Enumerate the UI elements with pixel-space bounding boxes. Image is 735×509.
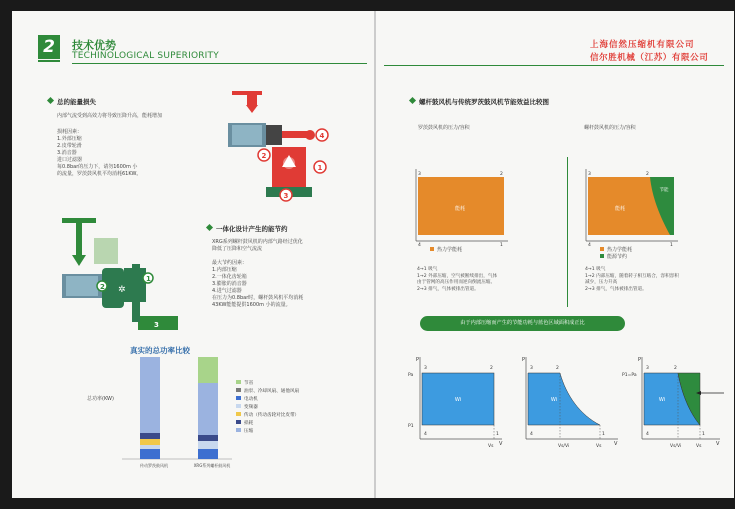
energy-loss-note: 每0.8bar的压力下，请勿1600m 小	[57, 164, 138, 170]
factor-item: 进口过滤器	[57, 157, 83, 163]
screw-notes: 4→1 吸气 1→2 内部压缩，随着转子相互啮合，容积容积 减少，压力升高 2→3 排气，气体被排出管道。	[585, 267, 679, 292]
page-title-cn: 技术优势	[72, 39, 116, 52]
legend-item: 电动机	[236, 396, 299, 404]
svg-text:1: 1	[670, 243, 673, 247]
roots-area-label: 能耗	[454, 206, 466, 212]
bar-roots-drive	[140, 439, 160, 445]
screw-pv-chart	[580, 167, 680, 247]
saving-item: 4.进气过滤器	[212, 288, 242, 294]
svg-text:Vs: Vs	[596, 444, 602, 449]
svg-text:P: P	[522, 357, 526, 363]
category-label: XRG系列螺杆鼓风机	[193, 463, 231, 468]
bar-roots-inverter	[140, 445, 160, 449]
svg-text:P1=Pa: P1=Pa	[622, 373, 637, 378]
svg-text:V: V	[499, 441, 503, 447]
svg-text:P: P	[416, 357, 420, 363]
energy-loss-factors	[57, 129, 141, 178]
integrated-intro: 降低了压降和空气流流	[212, 246, 263, 252]
roots-legend: 热力学能耗	[430, 247, 462, 254]
bullet-diamond-icon	[206, 224, 213, 231]
header-rule	[384, 65, 724, 66]
saving-item: 1.内部压缩	[212, 267, 237, 273]
svg-text:1: 1	[500, 243, 503, 247]
bar-screw-loss	[198, 435, 218, 441]
energy-loss-intro: 内部气流受到高效力将导致压降升高，能耗增加	[57, 113, 163, 119]
legend-item: 压缩	[236, 428, 299, 436]
svg-text:Vs/Vi: Vs/Vi	[670, 444, 682, 449]
comparison-divider	[567, 157, 568, 307]
pv-diagram-3	[620, 351, 726, 451]
page-number-badge	[38, 35, 60, 59]
roots-pv-chart	[410, 167, 510, 247]
bullet-diamond-icon	[47, 97, 54, 104]
bar-screw-inverter	[198, 441, 218, 449]
integrated-intro: XRG系列螺杆鼓风机的内部气路经过优化	[212, 239, 303, 245]
roots-label-4: 4	[319, 132, 325, 140]
svg-text:4: 4	[646, 432, 649, 437]
svg-text:4: 4	[530, 432, 533, 437]
svg-text:4: 4	[418, 243, 421, 247]
svg-text:3: 3	[418, 172, 421, 177]
screw-label-2: 2	[100, 283, 105, 291]
roots-notes: 4→1 吸气 1→2 外部压缩，空气被断续排出，气体 由于管网的高压作用而逆向倒流压缩。 2→3 排气，气体被排出管道。	[417, 267, 498, 292]
svg-text:1: 1	[602, 432, 605, 437]
power-chart-y-label: 总功率(KW)	[87, 396, 114, 402]
svg-text:✲: ✲	[118, 285, 126, 295]
svg-text:2: 2	[556, 366, 559, 371]
savings-title: 最大节约因素：	[212, 260, 248, 266]
roots-label-1: 1	[317, 164, 323, 172]
category-label: 传动罗茨鼓风机	[140, 463, 168, 468]
svg-text:V: V	[614, 441, 618, 447]
bar-screw-saving	[198, 357, 218, 383]
page-title-en: TECHINOLOGICAL SUPERIORITY	[72, 51, 219, 61]
svg-text:2: 2	[490, 366, 493, 371]
pv-diagram-2	[510, 351, 620, 451]
saving-item: 2.一体化齿轮箱	[212, 274, 247, 280]
screw-label-1: 1	[146, 275, 151, 283]
svg-text:Wi: Wi	[550, 397, 558, 403]
screw-label-3: 3	[154, 321, 159, 329]
svg-text:3: 3	[646, 366, 649, 371]
svg-text:2: 2	[500, 172, 503, 177]
legend-item: 油泵、冷却风扇、通他风扇	[236, 388, 299, 396]
brochure-spread	[12, 11, 734, 498]
legend-item: 传动（传动齿轮对比皮带）	[236, 412, 299, 420]
svg-text:Pa: Pa	[408, 373, 414, 378]
power-chart-title: 真实的总功率比较	[130, 346, 190, 355]
roots-pv-title: 罗茨鼓风机的压力/容积	[418, 125, 470, 131]
bar-screw-motor	[198, 449, 218, 459]
factor-item: 2.皮带轮滑	[57, 143, 82, 149]
bar-roots-motor	[140, 449, 160, 459]
svg-text:Vs/Vi: Vs/Vi	[558, 444, 570, 449]
page-spine	[374, 11, 376, 498]
page-number: 2	[43, 37, 55, 57]
svg-text:P1: P1	[408, 424, 414, 429]
svg-text:Wi: Wi	[658, 397, 666, 403]
comparison-heading: 螺杆鼓风机与传统罗茨鼓风机节能效益比较图	[410, 97, 549, 106]
factor-item: 1.外部压缩	[57, 136, 82, 142]
bar-roots-loss	[140, 433, 160, 439]
roots-blower-diagram	[222, 89, 342, 204]
bullet-diamond-icon	[409, 97, 416, 104]
legend-item: 节省	[236, 380, 299, 388]
screw-pv-title: 螺杆鼓风机的压力/容积	[584, 125, 636, 131]
bar-roots-compression	[140, 357, 160, 433]
roots-label-3: 3	[283, 192, 289, 200]
svg-text:4: 4	[424, 432, 427, 437]
svg-text:1: 1	[496, 432, 499, 437]
legend-item: 变频器	[236, 404, 299, 412]
power-chart-legend	[236, 380, 299, 436]
roots-label-2: 2	[261, 152, 267, 160]
svg-text:Vs: Vs	[696, 444, 702, 449]
screw-blower-diagram	[42, 216, 187, 336]
energy-loss-note: 的流量，罗茨鼓风机平均消耗61KW。	[57, 171, 142, 177]
title-rule	[72, 63, 367, 64]
integrated-text	[212, 239, 303, 309]
svg-text:V: V	[716, 441, 720, 447]
svg-text:能耗: 能耗	[614, 206, 626, 212]
page-number-underline	[38, 60, 60, 62]
svg-text:1: 1	[702, 432, 705, 437]
svg-text:2: 2	[674, 366, 677, 371]
svg-text:P: P	[638, 357, 642, 363]
svg-text:4: 4	[588, 243, 591, 247]
svg-text:3: 3	[530, 366, 533, 371]
screw-legend: 热力学能耗 能源节约	[600, 247, 632, 261]
svg-text:3: 3	[588, 172, 591, 177]
energy-loss-heading: 总的能量损失	[48, 97, 96, 106]
legend-item: 损耗	[236, 420, 299, 428]
comparison-banner: 由于内部压缩而产生的节能功耗与蓝色区域面积成正比	[420, 316, 625, 331]
svg-text:Vs: Vs	[488, 444, 494, 449]
factors-title: 损耗因素：	[57, 129, 83, 135]
svg-text:3: 3	[424, 366, 427, 371]
bar-screw-compression	[198, 383, 218, 435]
svg-text:2: 2	[646, 172, 649, 177]
integrated-note: 在压力为0.8bar时，螺杆鼓风机平均消耗	[212, 295, 304, 301]
integrated-heading: 一体化设计产生的能节约	[207, 224, 288, 233]
saving-item: 3.膨胀的消音器	[212, 281, 247, 287]
company-name-1: 上海信然压缩机有限公司	[590, 40, 695, 50]
svg-text:Wi: Wi	[454, 397, 462, 403]
factor-item: 3.消音器	[57, 150, 77, 156]
company-name-2: 信尔胜机械（江苏）有限公司	[590, 53, 709, 63]
integrated-note: 43KW能能提供1600m 小的流量。	[212, 302, 291, 308]
svg-text:节能: 节能	[659, 188, 669, 193]
pv-diagram-1	[404, 351, 504, 451]
